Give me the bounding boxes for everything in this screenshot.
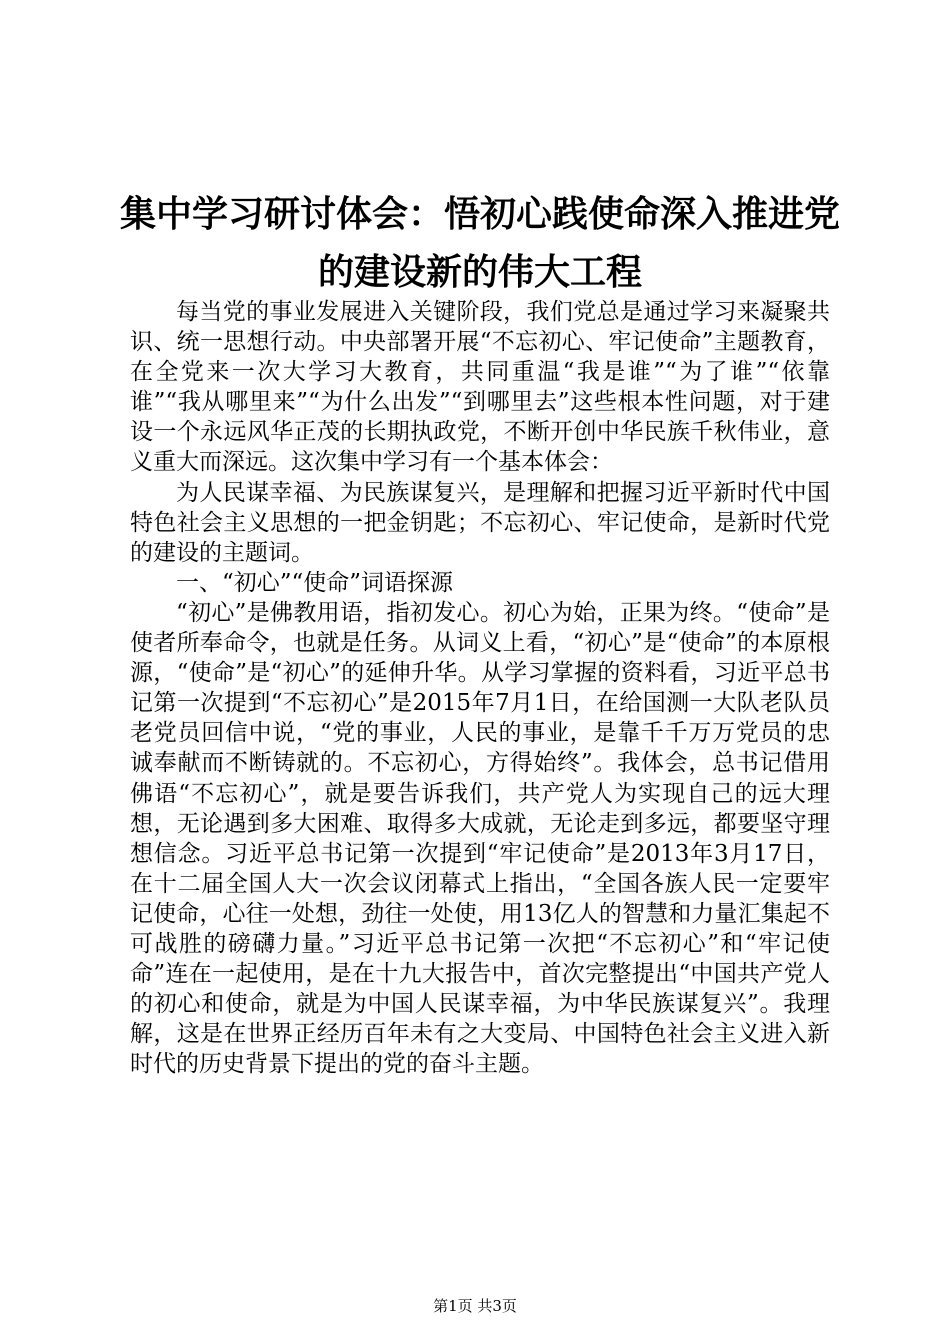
paragraph-key-insight: 为人民谋幸福、为民族谋复兴，是理解和把握习近平新时代中国特色社会主义思想的一把金钥匙；不忘初心、牢记使命，是新时代党的建设的主题词。 xyxy=(130,479,830,566)
page-footer: 第1页 共3页 xyxy=(433,1297,517,1315)
title-line-2: 的建设新的伟大工程 xyxy=(317,252,642,293)
document-body xyxy=(130,297,830,1079)
document-title xyxy=(120,186,840,302)
paragraph-intro: 每当党的事业发展进入关键阶段，我们党总是通过学习来凝聚共识、统一思想行动。中央部署开展“不忘初心、牢记使命”主题教育，在全党来一次大学习大教育，共同重温“我是谁”“为了谁”“依靠谁”“我从哪里来”“为什么出发”“到哪里去”这些根本性问题，对于建设一个永远风华正茂的长期执政党，不断开创中华民族千秋伟业，意义重大而深远。这次集中学习有一个基本体会： xyxy=(130,299,830,476)
section-heading: 一、“初心”“使命”词语探源 xyxy=(176,569,454,596)
paragraph-word-origin: “初心”是佛教用语，指初发心。初心为始，正果为终。“使命”是使者所奉命令，也就是任务。从词义上看，“初心”是“使命”的本原根源，“使命”是“初心”的延伸升华。从学习掌握的资料看，习近平总书记第一次提到“不忘初心”是2015年7月1日，在给国测一大队老队员老党员回信中说，“党的事业，人民的事业，是靠千千万万党员的忠诚奉献而不断铸就的。不忘初心，方得始终”。我体会，总书记借用佛语“不忘初心”，就是要告诉我们，共产党人为实现自己的远大理想，无论遇到多大困难、取得多大成就，无论走到多远，都要坚守理想信念。习近平总书记第一次提到“牢记使命”是2013年3月17日，在十二届全国人大一次会议闭幕式上指出，“全国各族人民一定要牢记使命，心往一处想，劲往一处使，用13亿人的智慧和力量汇集起不可战胜的磅礴力量。”习近平总书记第一次把“不忘初心”和“牢记使命”连在一起使用，是在十九大报告中，首次完整提出“中国共产党人的初心和使命，就是为中国人民谋幸福，为中华民族谋复兴”。我理解，这是在世界正经历百年未有之大变局、中国特色社会主义进入新时代的历史背景下提出的党的奋斗主题。 xyxy=(130,599,830,1078)
title-line-1: 集中学习研讨体会：悟初心践使命深入推进党 xyxy=(120,194,841,235)
